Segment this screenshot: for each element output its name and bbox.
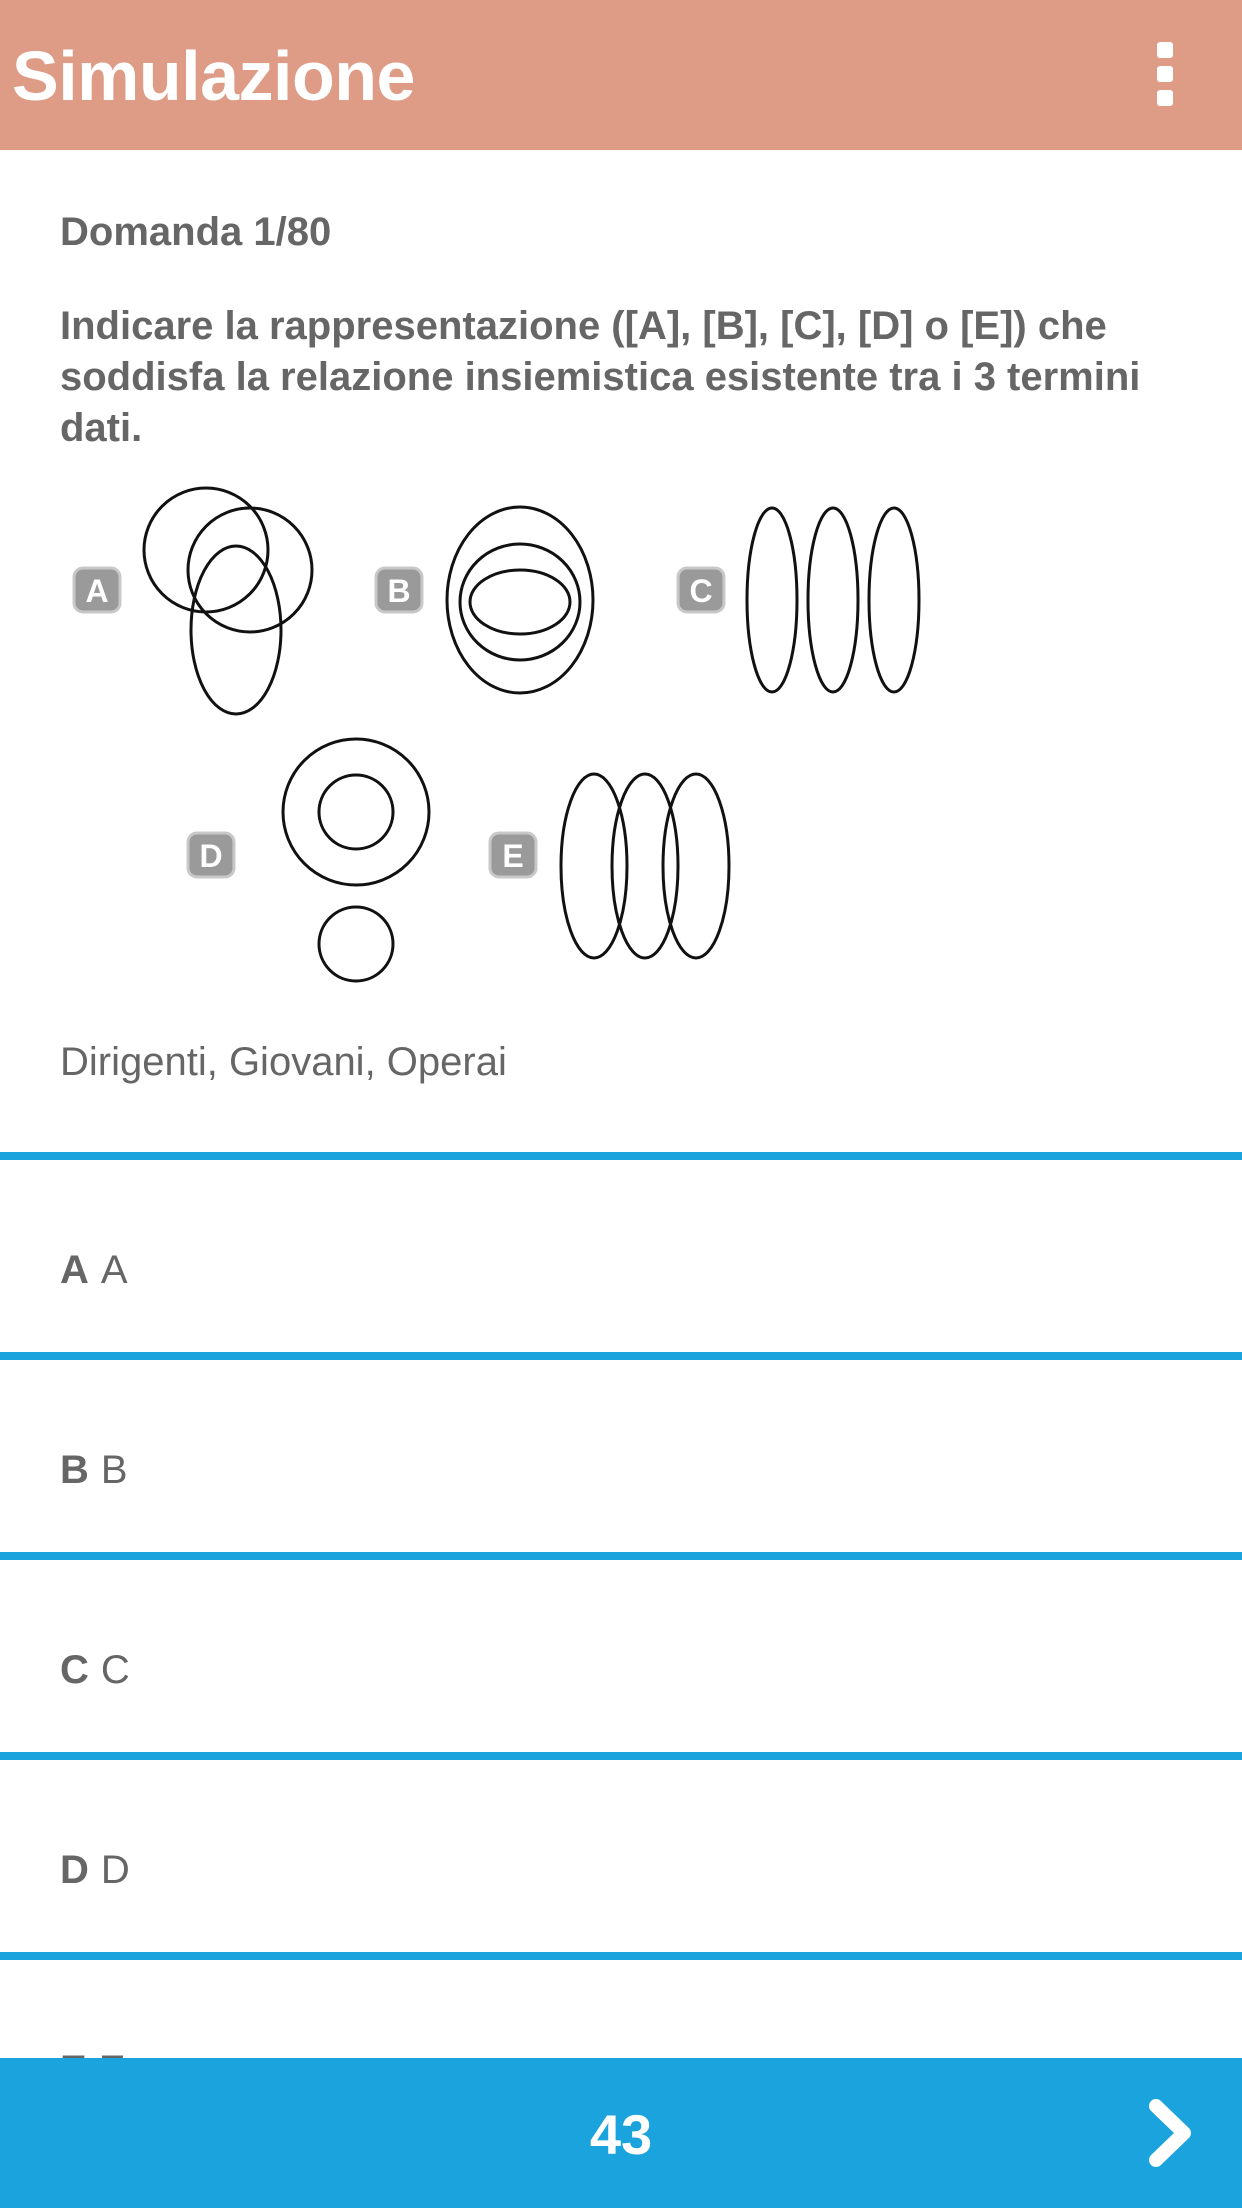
more-vertical-icon[interactable] xyxy=(1140,38,1192,110)
answer-text: B xyxy=(100,1448,128,1492)
answer-option-b[interactable] xyxy=(0,1352,1242,1552)
answer-text: D xyxy=(100,1848,130,1892)
app-bar xyxy=(0,0,1242,150)
question-text: Indicare la rappresentazione ([A], [B], [C], [D] o [E]) che soddisfa la relazione insiemistica esistente tra i 3 termini dati. xyxy=(60,304,1141,450)
figure-option-e xyxy=(490,774,729,958)
answer-letter: A xyxy=(60,1248,89,1292)
answer-letter: C xyxy=(60,1648,89,1692)
question-counter: 43 xyxy=(589,2103,653,2166)
figure-label-c: C xyxy=(689,573,713,609)
figure-option-b xyxy=(376,507,593,693)
answer-list xyxy=(0,1152,1242,2152)
bottom-bar xyxy=(0,2058,1242,2208)
question-terms: Dirigenti, Giovani, Operai xyxy=(60,1040,507,1084)
figure-label-a: A xyxy=(85,573,109,609)
answer-text: A xyxy=(100,1248,128,1292)
figure-label-e: E xyxy=(502,838,524,874)
answer-text: C xyxy=(100,1648,130,1692)
figure-option-c xyxy=(678,508,919,692)
figure-label-d: D xyxy=(199,838,223,874)
answer-letter: B xyxy=(60,1448,89,1492)
app-title: Simulazione xyxy=(12,37,415,115)
answer-option-a[interactable] xyxy=(0,1152,1242,1352)
answer-option-d[interactable] xyxy=(0,1752,1242,1952)
venn-diagram-options-image xyxy=(60,478,960,990)
figure-option-d xyxy=(188,739,429,981)
answer-letter: D xyxy=(60,1848,89,1892)
figure-label-b: B xyxy=(387,573,411,609)
answer-option-c[interactable] xyxy=(0,1552,1242,1752)
figure-option-a xyxy=(74,488,312,714)
question-number: Domanda 1/80 xyxy=(60,210,332,254)
chevron-right-icon[interactable] xyxy=(1140,2098,1200,2168)
